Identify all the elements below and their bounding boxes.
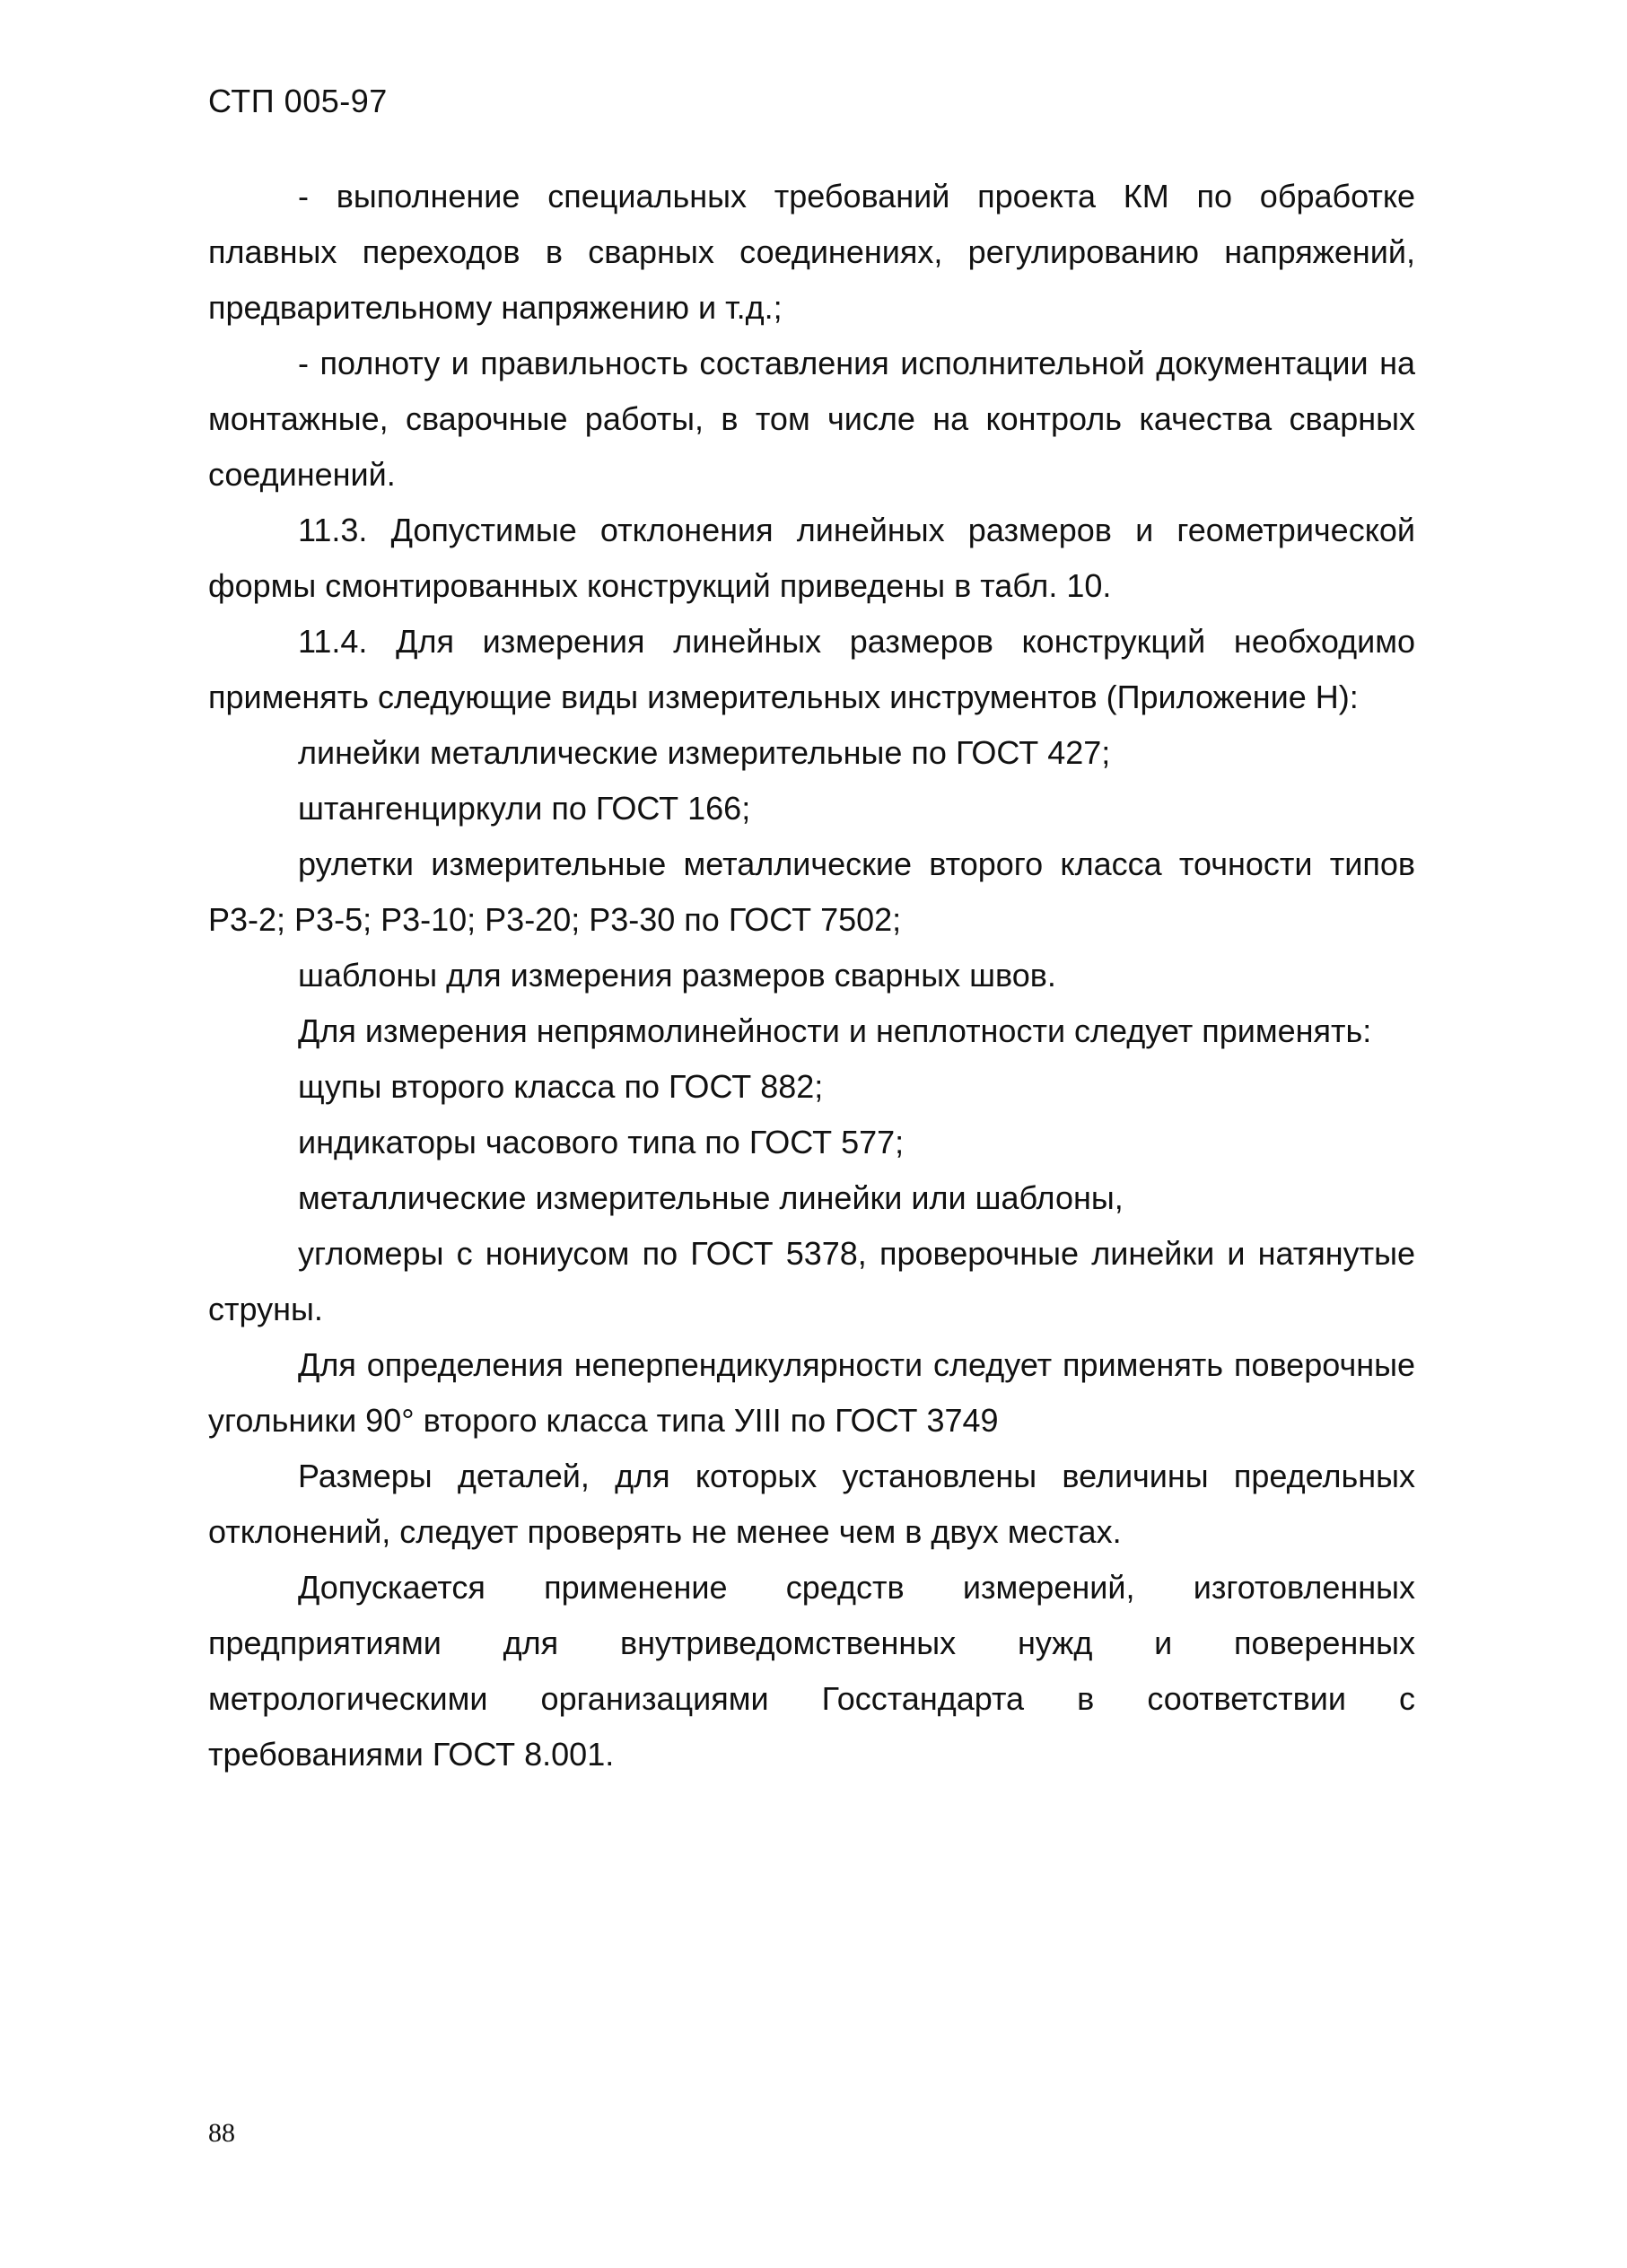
list-item-straightness-intro: Для измерения непрямолинейности и неплотности следует применять: [298,1012,1372,1049]
list-item-calipers: штангенциркули по ГОСТ 166; [298,790,751,827]
paragraph-squares: Для определения неперпендикулярности следует применять поверочные угольники 90° второго класса типа УIII по ГОСТ 3749 [208,1346,1415,1439]
paragraph-special-requirements: - выполнение специальных требований проекта КМ по обработке плавных переходов в сварных соединениях, регулированию напряжений, предварительному напряжению и т.д.; [208,178,1415,326]
list-item-weld-templates: шаблоны для измерения размеров сварных швов. [298,957,1056,994]
document-body [208,169,1415,1782]
paragraph-documentation: - полноту и правильность составления исполнительной документации на монтажные, сварочные работы, в том числе на контроль качества сварных соединений. [208,345,1415,493]
list-item-rulers: линейки металлические измерительные по ГОСТ 427; [298,734,1111,771]
document-code-header: СТП 005-97 [208,83,388,119]
list-item-dial-indicators: индикаторы часового типа по ГОСТ 577; [298,1124,905,1160]
list-item-metal-rulers: металлические измерительные линейки или шаблоны, [298,1179,1124,1216]
list-item-feeler-gauges: щупы второго класса по ГОСТ 882; [298,1068,824,1105]
paragraph-protractors: угломеры с нониусом по ГОСТ 5378, проверочные линейки и натянутые струны. [208,1235,1415,1327]
paragraph-11-3: 11.3. Допустимые отклонения линейных размеров и геометрической формы смонтированных конструкций приведены в табл. 10. [208,512,1415,604]
paragraph-tape-measures: рулетки измерительные металлические второго класса точности типов Р3-2; Р3-5; Р3-10; Р3-20; Р3-30 по ГОСТ 7502; [208,845,1415,938]
paragraph-11-4: 11.4. Для измерения линейных размеров конструкций необходимо применять следующие виды измерительных инструментов (Приложение Н): [208,623,1415,715]
page-number: 88 [208,2118,235,2148]
paragraph-permitted-instruments: Допускается применение средств измерений, изготовленных предприятиями для внутриведомственных нужд и поверенных метрологическими организациями Госстандарта в соответствии с требованиями ГОСТ 8.001. [208,1569,1415,1773]
paragraph-part-dimensions: Размеры деталей, для которых установлены величины предельных отклонений, следует проверять не менее чем в двух местах. [208,1458,1415,1550]
